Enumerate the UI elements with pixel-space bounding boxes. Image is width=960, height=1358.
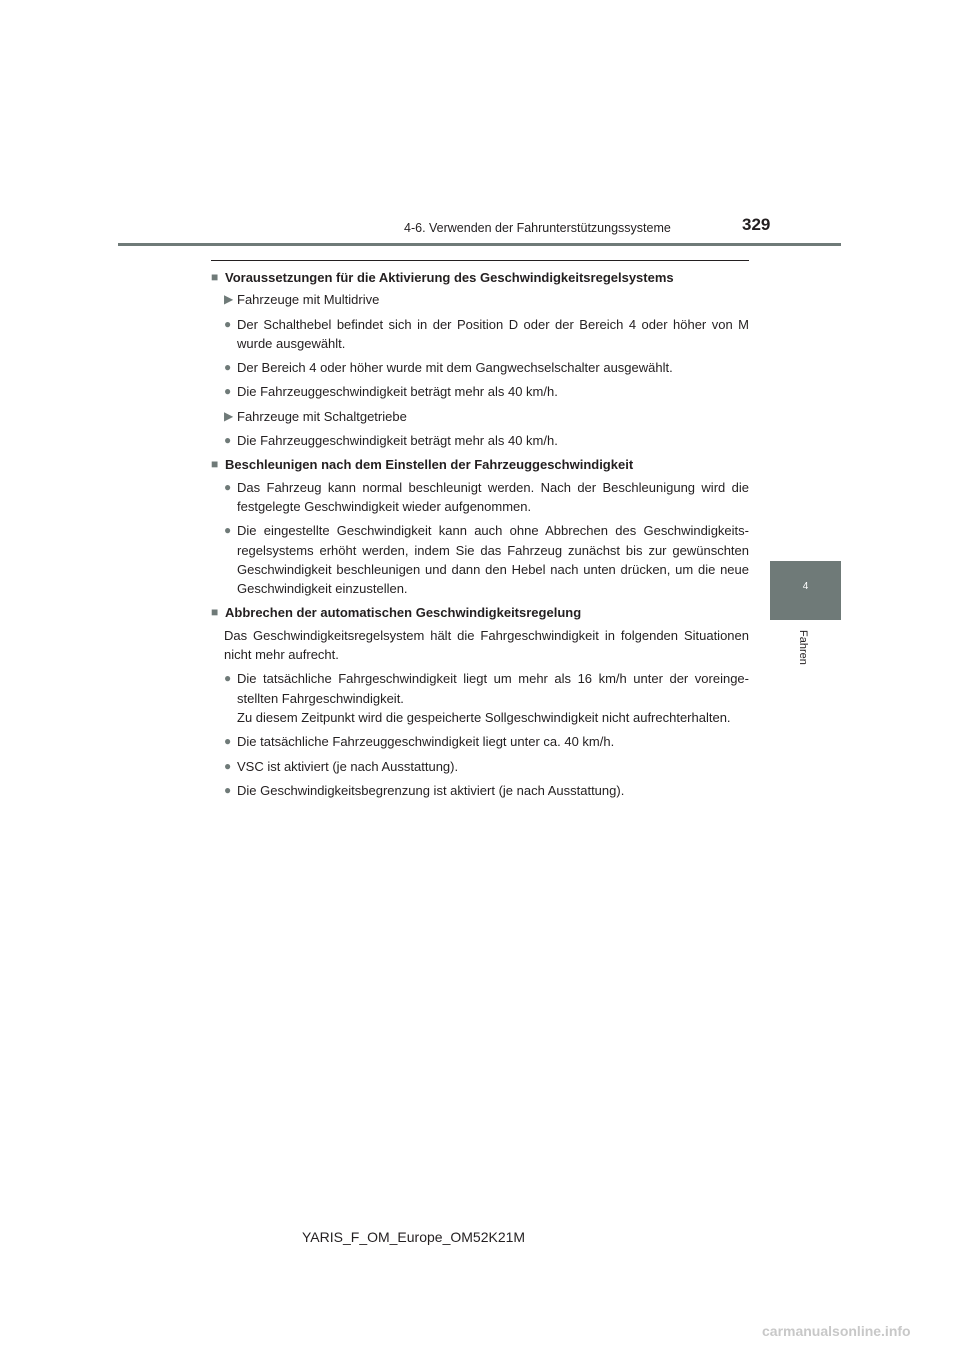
square-bullet-icon: ■ <box>211 457 219 472</box>
circle-bullet-icon: ● <box>224 360 232 375</box>
circle-bullet-icon: ● <box>224 734 232 749</box>
list-item-text: Die Geschwindigkeitsbegrenzung ist aktiviert (je nach Ausstattung). <box>237 782 625 798</box>
section-heading <box>211 455 749 474</box>
chapter-label <box>795 630 809 674</box>
section-title: 4-6. Verwenden der Fahrunterstützungssysteme <box>404 221 671 235</box>
square-bullet-icon: ■ <box>211 605 219 620</box>
list-item-text: Das Fahrzeug kann normal beschleunigt werden. Nach der Beschleunigung wird die festgelegte Geschwindigkeit wieder aufgenommen. <box>237 479 749 514</box>
circle-bullet-icon: ● <box>224 782 232 797</box>
chapter-label-text: Fahren <box>797 630 809 665</box>
section-intro: Das Geschwindigkeitsregelsystem hält die Fahrgeschwindigkeit in folgenden Situationen nicht mehr aufrecht. <box>224 627 749 663</box>
section-heading-text: Abbrechen der automatischen Geschwindigkeitsregelung <box>225 605 582 621</box>
circle-bullet-icon: ● <box>224 758 232 773</box>
circle-bullet-icon: ● <box>224 523 232 538</box>
list-item <box>211 521 749 598</box>
circle-bullet-icon: ● <box>224 671 232 686</box>
list-item-text: Die eingestellte Geschwindigkeit kann auch ohne Abbrechen des Geschwindigkeitsregelsystems erhöht werden, indem Sie das Fahrzeug zunächst bis zur gewünschten Geschwindigkeit beschleunigen und dann den Hebel nach unten drücken, um die neue Geschwindigkeit einzustellen. <box>237 523 749 597</box>
section-heading-text: Beschleunigen nach dem Einstellen der Fahrzeuggeschwindigkeit <box>225 457 634 473</box>
list-item-text: Die Fahrzeuggeschwindigkeit beträgt mehr als 40 km/h. <box>237 384 558 400</box>
list-item-text: Der Bereich 4 oder höher wurde mit dem Gangwechselschalter ausgewählt. <box>237 360 673 376</box>
list-item-text: Der Schalthebel befindet sich in der Position D oder der Bereich 4 oder höher von M wurde ausgewählt. <box>237 316 749 351</box>
square-bullet-icon: ■ <box>211 270 219 284</box>
section-cancelling <box>211 603 749 800</box>
list-item-text: Die tatsächliche Fahrzeuggeschwindigkeit liegt unter ca. 40 km/h. <box>237 734 615 750</box>
content-top-rule <box>211 260 749 261</box>
list-item-text-line: Zu diesem Zeitpunkt wird die gespeicherte Sollgeschwindigkeit nicht aufrechterhalten. <box>237 709 731 725</box>
list-item-text-line: Die tatsächliche Fahrgeschwindigkeit liegt um mehr als 16 km/h unter der voreingestellten Fahrgeschwindigkeit. <box>237 671 749 706</box>
list-item <box>211 757 749 776</box>
chapter-number: 4 <box>802 581 809 592</box>
watermark: carmanualsonline.info <box>762 1323 911 1339</box>
list-item <box>211 290 749 309</box>
list-item <box>211 358 749 377</box>
list-item <box>211 431 749 450</box>
list-item <box>211 478 749 517</box>
section-accelerating <box>211 455 749 598</box>
arrow-bullet-icon: ▶ <box>224 292 234 307</box>
list-item <box>211 781 749 800</box>
document-code: YARIS_F_OM_Europe_OM52K21M <box>302 1229 526 1245</box>
circle-bullet-icon: ● <box>224 479 232 494</box>
list-item-text: Die Fahrzeuggeschwindigkeit beträgt mehr als 40 km/h. <box>237 433 558 449</box>
list-item-text <box>237 669 749 727</box>
section-activation-requirements <box>211 268 749 450</box>
arrow-bullet-icon: ▶ <box>224 408 234 423</box>
chapter-tab <box>770 561 841 620</box>
header-rule <box>118 243 841 246</box>
circle-bullet-icon: ● <box>224 316 232 331</box>
list-item <box>211 669 749 727</box>
list-item-text: Fahrzeuge mit Multidrive <box>237 292 380 308</box>
page-content <box>211 266 749 805</box>
list-item-text: Fahrzeuge mit Schaltgetriebe <box>237 408 407 424</box>
section-heading-text: Voraussetzungen für die Aktivierung des Geschwindigkeitsregelsystems <box>225 270 674 285</box>
list-item <box>211 315 749 354</box>
list-item <box>211 407 749 426</box>
section-heading <box>211 603 749 622</box>
list-item <box>211 382 749 401</box>
page-number: 329 <box>742 215 771 234</box>
list-item <box>211 732 749 751</box>
list-item-text: VSC ist aktiviert (je nach Ausstattung). <box>237 758 459 774</box>
section-heading <box>211 268 749 287</box>
circle-bullet-icon: ● <box>224 384 232 399</box>
circle-bullet-icon: ● <box>224 433 232 448</box>
